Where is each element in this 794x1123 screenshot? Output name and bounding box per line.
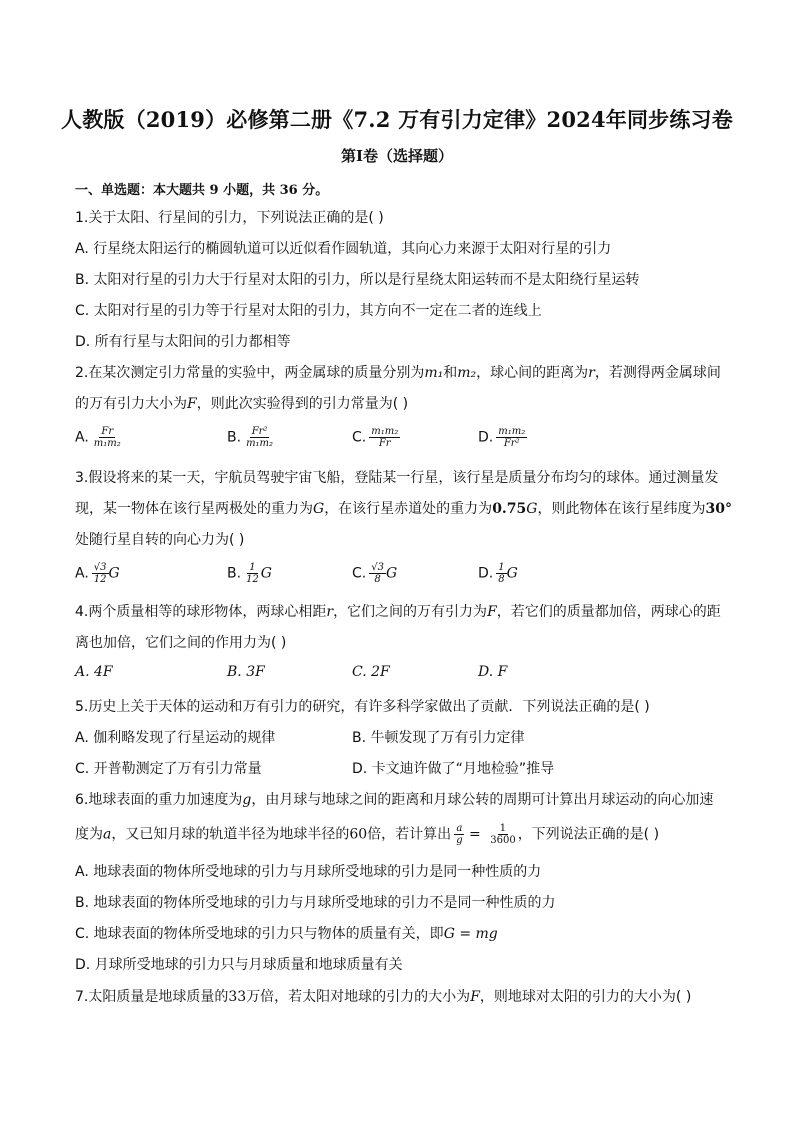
q4-r: r (326, 604, 334, 620)
question-1-option-a: A. 行星绕太阳运行的椭圆轨道可以近似看作圆轨道，其向心力来源于太阳对行星的引力 (75, 241, 612, 257)
denominator: 8 (374, 574, 381, 585)
q6-text: 倍，若计算出 (367, 826, 452, 843)
numerator: m₁m₂ (371, 426, 399, 437)
question-2-option-b (227, 426, 275, 449)
option-label: D. (478, 429, 494, 446)
q4-text: ，若它们的质量都加倍，两球心的距 (496, 604, 721, 620)
q7-number: 33 (228, 989, 247, 1005)
question-3-stem-line3: 处随行星自转的向心力为( ) (75, 532, 245, 548)
question-3-stem-line2 (75, 498, 732, 518)
denominator: Fr (378, 438, 391, 449)
q2-text: 的万有引力大小为 (75, 396, 187, 412)
option-tail: G (108, 565, 120, 582)
question-6-option-b: B. 地球表面的物体所受地球的引力与月球所受地球的引力不是同一种性质的力 (75, 895, 556, 911)
option-tail: G (506, 565, 518, 582)
numerator: a (456, 823, 463, 834)
q3-G: G (313, 501, 325, 517)
q2-m2: m₂ (457, 365, 477, 381)
q6-text: C. 地球表面的物体所受地球的引力只与物体的质量有关，即 (75, 926, 444, 942)
question-5-options-row2 (75, 758, 715, 784)
q4-text: 4.两个质量相等的球形物体，两球心相距 (75, 604, 327, 620)
option-label: C. (352, 429, 367, 446)
q6-sixty: 60 (349, 826, 368, 843)
q7-text: ，则地球对太阳的引力的大小为( ) (479, 989, 692, 1005)
question-1-option-c: C. 太阳对行星的引力等于行星对太阳的引力，其方向不一定在二者的连线上 (75, 303, 542, 319)
denominator: 12 (93, 574, 107, 585)
q2-text: ，球心间的距离为 (476, 365, 589, 381)
question-4-option-c: C. 2F (352, 664, 390, 680)
denominator: m₁m₂ (93, 438, 121, 449)
question-2-option-a (75, 426, 123, 449)
question-3-stem-line1: 3.假设将来的某一天，宇航员驾驶宇宙飞船，登陆某一行星，该行星是质量分布均匀的球体。通过测量发 (75, 470, 719, 486)
question-3-option-a (75, 562, 120, 585)
fraction (244, 426, 275, 449)
option-tail: G (260, 565, 272, 582)
fraction-ratio (488, 823, 517, 846)
q6-equation: G = mg (443, 926, 498, 942)
question-4-stem-line2: 离也加倍，它们之间的作用力为( ) (75, 635, 287, 651)
question-2-stem-line2 (75, 393, 408, 413)
question-3-options (75, 562, 715, 588)
question-3-option-c (352, 562, 397, 585)
fraction (244, 562, 261, 585)
option-label: D. (478, 565, 494, 582)
question-2-option-c (352, 426, 400, 449)
numerator: 1 (498, 562, 505, 573)
q3-text: 现，某一物体在该行星两极处的重力为 (75, 501, 313, 517)
q6-text: ，下列说法正确的是( ) (517, 826, 660, 843)
denominator: m₁m₂ (246, 438, 274, 449)
option-label: A. (75, 565, 89, 582)
question-7-stem (75, 986, 691, 1006)
q2-text: 2.在某次测定引力常量的实验中，两金属球的质量分别为 (75, 365, 425, 381)
question-5-option-a: A. 伽利略发现了行星运动的规律 (75, 730, 276, 746)
q2-text: ，若测得两金属球间 (594, 365, 721, 381)
q3-value: 0.75 (492, 501, 527, 517)
section-heading: 一、单选题：本大题共 9 小题，共 36 分。 (75, 183, 329, 198)
numerator: Fr² (251, 426, 268, 437)
question-2-stem-line1 (75, 362, 721, 382)
question-1-option-b: B. 太阳对行星的引力大于行星对太阳的引力，所以是行星绕太阳运转而不是太阳绕行星运转 (75, 272, 640, 288)
q2-and: 和 (443, 365, 458, 381)
question-5-option-c: C. 开普勒测定了万有引力常量 (75, 761, 262, 777)
q2-F: F (187, 396, 197, 412)
denominator: Fr² (503, 438, 520, 449)
question-1-option-d: D. 所有行星与太阳间的引力都相等 (75, 334, 291, 350)
question-5-options-row1 (75, 727, 715, 753)
fraction-a-over-g (454, 823, 464, 846)
question-1-stem: 1.关于太阳、行星间的引力，下列说法正确的是( ) (75, 210, 384, 226)
q2-text: ，则此次实验得到的引力常量为( ) (196, 396, 409, 412)
q4-F: F (487, 604, 497, 620)
question-2-option-d (478, 426, 527, 449)
q3-text: ，则此物体在该行星纬度为 (537, 501, 706, 517)
q3-text: ，在该行星赤道处的重力为 (324, 501, 493, 517)
q6-text: 度为 (75, 826, 103, 843)
question-4-stem-line1 (75, 601, 721, 621)
q6-text: ，又已知月球的轨道半径为地球半径的 (111, 826, 350, 843)
question-4-option-a: A. 4F (75, 664, 113, 680)
q6-equals: = (464, 826, 486, 843)
question-5-stem: 5.历史上关于天体的运动和万有引力的研究，有许多科学家做出了贡献．下列说法正确的是( ) (75, 699, 650, 715)
q2-m1: m₁ (424, 365, 444, 381)
question-2-options (75, 426, 715, 452)
question-6-option-c (75, 923, 498, 943)
fraction (496, 562, 506, 585)
option-label: C. (352, 565, 367, 582)
numerator: 1 (499, 823, 507, 834)
q6-g: g (242, 792, 252, 808)
fraction (369, 426, 400, 449)
page-title: 人教版（2019）必修第二册《7.2 万有引力定律》2024年同步练习卷 (61, 107, 733, 132)
q6-text: 6.地球表面的重力加速度为 (75, 792, 243, 808)
question-3-option-d (478, 562, 518, 585)
option-tail: G (385, 565, 398, 582)
option-label: B. (227, 429, 242, 446)
q6-a: a (103, 826, 112, 843)
q3-G: G (526, 501, 538, 517)
denominator: 12 (246, 574, 259, 585)
question-3-option-b (227, 562, 272, 585)
section-subtitle: 第Ⅰ卷（选择题） (340, 147, 454, 165)
question-6-option-a: A. 地球表面的物体所受地球的引力与月球所受地球的引力是同一种性质的力 (75, 864, 542, 880)
option-label: B. (227, 565, 242, 582)
question-4-option-b: B. 3F (227, 664, 265, 680)
fraction (496, 426, 527, 449)
option-label: A. (75, 429, 89, 446)
fraction (92, 562, 109, 585)
question-4-options (75, 664, 715, 690)
question-4-option-d: D. F (478, 664, 508, 680)
denominator: g (456, 835, 463, 846)
denominator: 8 (498, 574, 505, 585)
q6-text: ，由月球与地球之间的距离和月球公转的周期可计算出月球运动的向心加速 (251, 792, 714, 808)
numerator: √3 (371, 562, 384, 573)
question-5-option-d: D. 卡文迪许做了“月地检验”推导 (352, 761, 555, 777)
fraction (92, 426, 123, 449)
question-6-stem-line1 (75, 789, 713, 809)
numerator: m₁m₂ (498, 426, 526, 437)
question-5-option-b: B. 牛顿发现了万有引力定律 (352, 730, 525, 746)
q7-text: 万倍，若太阳对地球的引力的大小为 (246, 989, 471, 1005)
q4-text: ，它们之间的万有引力为 (333, 604, 488, 620)
numerator: 1 (249, 562, 256, 573)
q7-F: F (470, 989, 480, 1005)
question-6-stem-line2 (75, 823, 659, 846)
numerator: Fr (101, 426, 114, 437)
q7-text: 7.太阳质量是地球质量的 (75, 989, 229, 1005)
q3-degree: 30° (705, 501, 732, 517)
numerator: √3 (93, 562, 107, 573)
denominator: 3600 (490, 835, 516, 846)
fraction (369, 562, 386, 585)
q2-r: r (588, 365, 595, 381)
question-6-option-d: D. 月球所受地球的引力只与月球质量和地球质量有关 (75, 957, 403, 973)
